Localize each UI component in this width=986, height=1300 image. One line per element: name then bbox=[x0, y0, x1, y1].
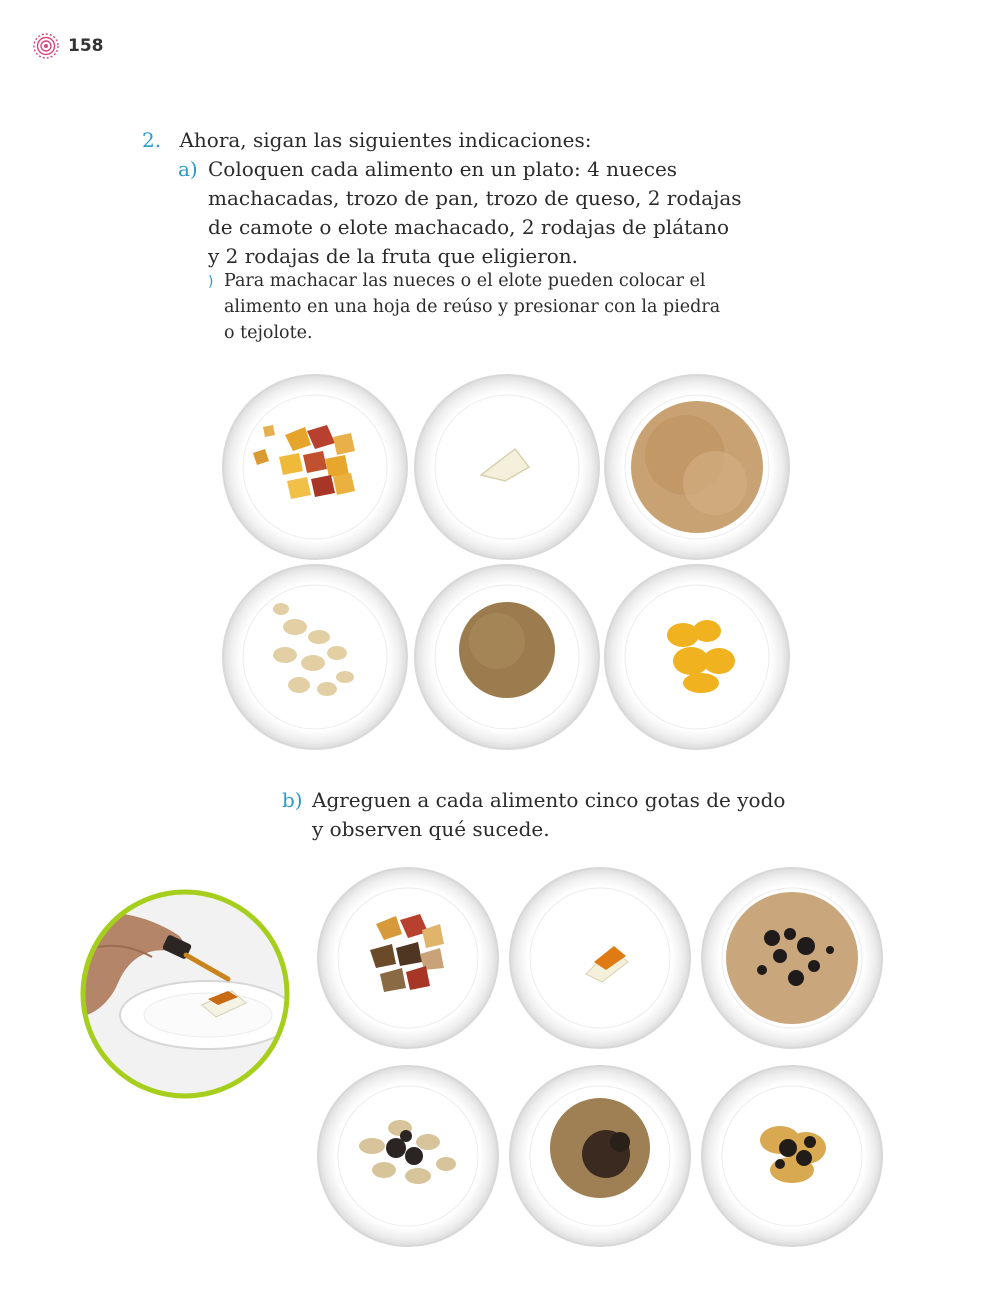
sun-logo-icon bbox=[32, 32, 60, 60]
note-text bbox=[224, 268, 764, 346]
item-a-line: Coloquen cada alimento en un plato: 4 nueces bbox=[208, 157, 678, 181]
note-bullet bbox=[208, 268, 213, 295]
plates-after-iodine-photo bbox=[310, 858, 890, 1258]
item-a-letter: a) bbox=[178, 157, 198, 181]
note-line: alimento en una hoja de reúso y presionar con la piedra bbox=[224, 297, 721, 317]
item-b-line: Agreguen a cada alimento cinco gotas de yodo bbox=[312, 788, 786, 812]
step-number: 2. bbox=[142, 128, 162, 152]
item-a-line: y 2 rodajas de la fruta que eligieron. bbox=[208, 244, 579, 268]
item-a-line: machacadas, trozo de pan, trozo de queso, 2 rodajas bbox=[208, 186, 742, 210]
plates-before-iodine-photo bbox=[215, 365, 800, 760]
note-line: Para machacar las nueces o el elote pueden colocar el bbox=[224, 271, 706, 291]
item-b-letter: b) bbox=[282, 788, 303, 812]
item-a bbox=[178, 155, 198, 184]
item-b bbox=[282, 786, 303, 815]
item-a-text bbox=[208, 155, 768, 271]
item-a-line: de camote o elote machacado, 2 rodajas de plátano bbox=[208, 215, 729, 239]
step-2-text: Ahora, sigan las siguientes indicaciones: bbox=[179, 128, 592, 152]
iodine-dropper-photo bbox=[78, 887, 292, 1101]
step-2-heading bbox=[142, 126, 592, 155]
page-number: 158 bbox=[68, 36, 104, 56]
item-b-line: y observen qué sucede. bbox=[312, 817, 550, 841]
page-header bbox=[32, 32, 104, 60]
item-b-text bbox=[312, 786, 812, 844]
note-arrow-icon: ) bbox=[208, 274, 214, 290]
note-line: o tejolote. bbox=[224, 323, 313, 343]
